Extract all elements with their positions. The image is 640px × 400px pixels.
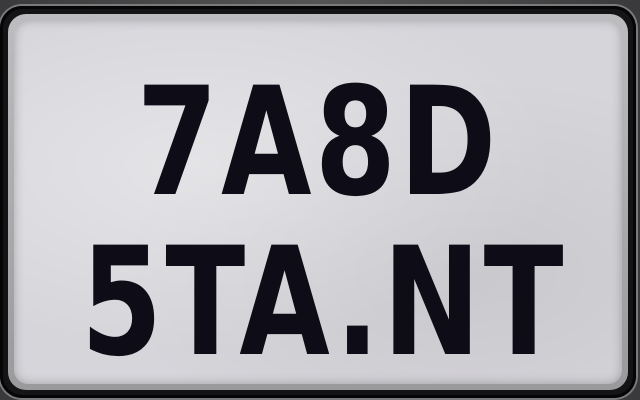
plate-line-top: 7A8D bbox=[136, 56, 500, 230]
plate-body bbox=[0, 6, 636, 398]
plate-face bbox=[14, 20, 622, 390]
plate-line-bottom: 5TA.NT bbox=[80, 216, 567, 390]
